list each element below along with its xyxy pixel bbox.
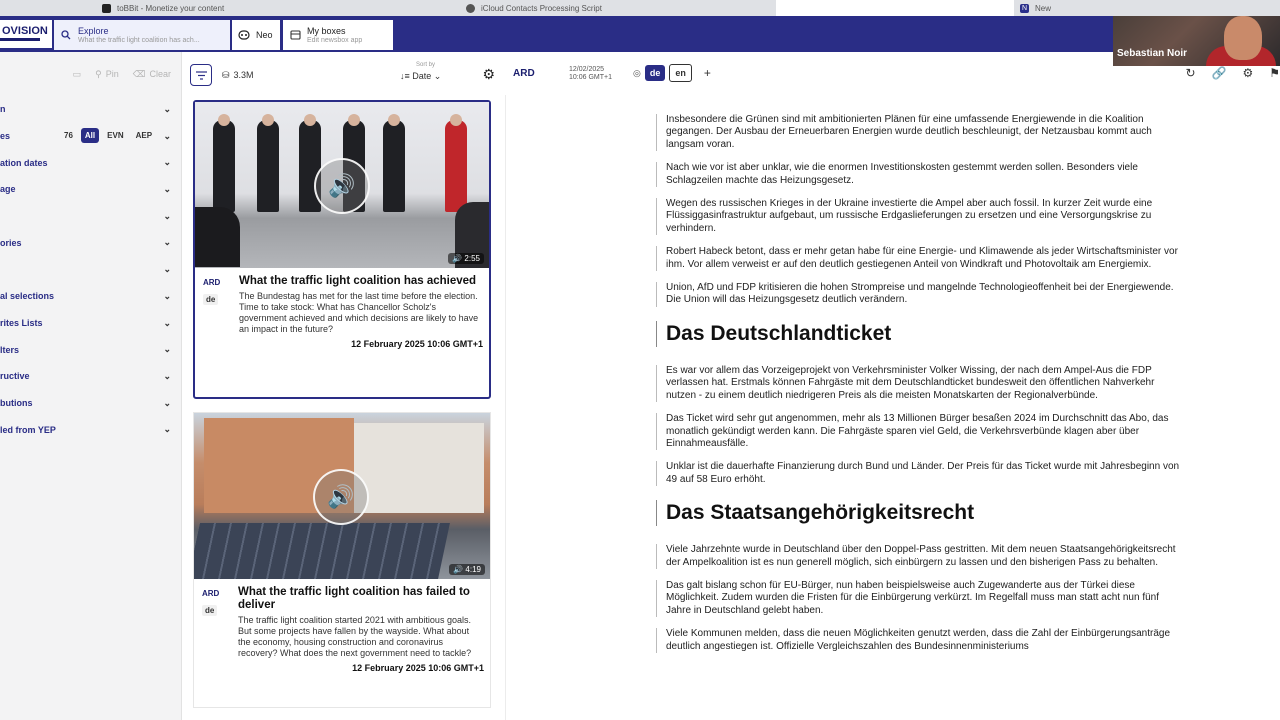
card-body bbox=[195, 268, 489, 349]
chevron-down-icon: ⌄ bbox=[163, 424, 171, 435]
filter-section-7[interactable] bbox=[0, 283, 181, 310]
filter-label: ructive bbox=[0, 371, 30, 382]
feed-card[interactable] bbox=[193, 412, 491, 708]
language-tag: de bbox=[202, 605, 217, 616]
copy-icon[interactable]: ▭ bbox=[72, 68, 82, 79]
audio-play-icon[interactable]: 🔊 bbox=[313, 469, 369, 525]
article-paragraph: Union, AfD und FDP kritisieren die hohen Strompreise und mangelnde Technologieoffenheit bei der Energiewende. Die Union will das Heizungsgesetz deutlich verändern. bbox=[656, 282, 1186, 307]
filter-section-0[interactable] bbox=[0, 96, 181, 123]
tab-my-boxes-title: My boxes bbox=[307, 25, 346, 36]
lang-en-button[interactable]: en bbox=[669, 64, 692, 82]
browser-tab-label: toBBit - Monetize your content bbox=[117, 3, 225, 13]
filter-section-2[interactable] bbox=[0, 149, 181, 176]
tab-my-boxes-subtitle: Edit newsbox app bbox=[307, 36, 363, 44]
article-toolbar bbox=[505, 62, 1280, 88]
source-chip-row bbox=[60, 128, 156, 143]
browser-tab-label: iCloud Contacts Processing Script bbox=[481, 3, 602, 13]
article-time-line: 10:06 GMT+1 bbox=[569, 74, 612, 81]
article-heading: Das Staatsangehörigkeitsrecht bbox=[656, 500, 1186, 526]
filter-label: rites Lists bbox=[0, 317, 43, 328]
filter-section-10[interactable] bbox=[0, 363, 181, 390]
app-logo[interactable] bbox=[0, 20, 52, 48]
lang-de-button[interactable]: de bbox=[645, 65, 666, 81]
pin-label: Pin bbox=[105, 69, 119, 79]
audio-play-icon[interactable]: 🔊 bbox=[314, 158, 370, 214]
language-tag: de bbox=[203, 294, 218, 305]
filter-sidebar bbox=[0, 52, 182, 720]
webcam-overlay bbox=[1113, 16, 1280, 66]
clear-label: Clear bbox=[149, 69, 171, 79]
flag-icon[interactable]: ⚑ bbox=[1269, 66, 1280, 80]
chevron-down-icon: ⌄ bbox=[163, 344, 171, 355]
search-icon bbox=[60, 29, 72, 41]
article-paragraph: Robert Habeck betont, dass er mehr getan habe für eine Energie- und Klimawende als jeder Wirtschaftsminister vor ihm. Vor allem verweist er auf den deutlich gestiegenen Anteil von Windkraft und Photovoltaik am Energiemix. bbox=[656, 246, 1186, 271]
webcam-name: Sebastian Noir bbox=[1117, 48, 1188, 59]
video-duration: 🔊 4:19 bbox=[449, 564, 485, 575]
feed-settings-button[interactable] bbox=[482, 66, 495, 83]
filter-section-5[interactable] bbox=[0, 229, 181, 256]
pin-icon: ⚲ bbox=[95, 68, 102, 79]
article-source-logo: ARD bbox=[513, 68, 535, 79]
result-count-value: 3.3M bbox=[233, 70, 254, 80]
chevron-down-icon: ⌄ bbox=[163, 184, 171, 195]
filter-section-4[interactable] bbox=[0, 203, 181, 230]
tab-my-boxes[interactable] bbox=[283, 20, 393, 50]
thumb-solar-panels bbox=[194, 523, 450, 579]
app-logo-text: OVISION bbox=[2, 25, 48, 37]
filter-label: al selections bbox=[0, 291, 55, 302]
add-language-button[interactable]: + bbox=[703, 66, 711, 80]
filter-icon bbox=[196, 71, 207, 80]
article-paragraph: Das Ticket wird sehr gut angenommen, mehr als 13 Millionen Bürger besaßen 2024 im Durchschnitt das Abo, das monatlich gekündigt werden kann. Die Fahrgäste sparen viel Geld, die Verkehrsverbünde klagen aber über Einnahmeausfälle. bbox=[656, 413, 1186, 450]
article-paragraph: Viele Jahrzehnte wurde in Deutschland über den Doppel-Pass gestritten. Mit dem neuen Staatsangehörigkeitsrecht der Ampelkoalition ist es nun generell möglich, sich einbürgern zu lassen und den bisherigen Pass zu behalten. bbox=[656, 544, 1186, 569]
thumb-building bbox=[354, 423, 484, 513]
filter-label: lters bbox=[0, 344, 20, 355]
chevron-down-icon: ⌄ bbox=[163, 290, 171, 301]
card-thumbnail[interactable] bbox=[194, 413, 490, 579]
github-favicon-icon bbox=[466, 4, 475, 13]
clear-icon: ⌫ bbox=[132, 68, 146, 79]
article-date-line: 12/02/2025 bbox=[569, 66, 605, 73]
tab-explore[interactable] bbox=[54, 20, 230, 50]
filter-label: led from YEP bbox=[0, 424, 56, 435]
card-title[interactable]: What the traffic light coalition has achieved bbox=[239, 275, 477, 287]
chevron-down-icon: ⌄ bbox=[163, 264, 171, 275]
chevron-down-icon: ⌄ bbox=[163, 210, 171, 221]
article-paragraph: Wegen des russischen Krieges in der Ukraine investierte die Ampel aber auch fossil. In kurzer Zeit wurde eine Flüssiggasinfrastruktur aufgebaut, um russische Erdgaslieferungen zu ersetzen und eine Versorgungskrise zu verhindern. bbox=[656, 198, 1186, 235]
tab-explore-title: Explore bbox=[78, 25, 109, 36]
chevron-down-icon: ⌄ bbox=[163, 157, 171, 168]
filter-label: butions bbox=[0, 397, 33, 408]
webcam-face bbox=[1224, 16, 1262, 60]
chevron-down-icon: ⌄ bbox=[163, 237, 171, 248]
app-header bbox=[0, 16, 1280, 59]
filter-label: ation dates bbox=[0, 157, 48, 168]
gear-icon: ⚙ bbox=[482, 66, 495, 82]
chevron-down-icon: ⌄ bbox=[163, 104, 171, 114]
tab-neo[interactable] bbox=[232, 20, 280, 50]
browser-tab-icloud[interactable] bbox=[460, 0, 776, 16]
result-count bbox=[222, 70, 254, 81]
filter-section-3[interactable] bbox=[0, 176, 181, 203]
tab-neo-title: Neo bbox=[256, 30, 273, 40]
source-logo: ARD bbox=[202, 589, 220, 598]
news-feed bbox=[190, 95, 496, 720]
article-paragraph: Insbesondere die Grünen sind mit ambitionierten Plänen für eine umfassende Energiewende in die Koalition gegangen. Der Ausbau der Erneuerbaren Energien wurde deutlich beschleunigt, der Netzausbau kommt auch langsam voran. bbox=[656, 114, 1186, 151]
logo-underline bbox=[0, 38, 40, 41]
refresh-icon[interactable]: ↻ bbox=[1185, 66, 1196, 80]
article-paragraph: Viele Kommunen melden, dass die neuen Möglichkeiten genutzt werden, dass die Zahl der Einbürgerungsanträge deutlich angestiegen ist. Offizielle Vergleichszahlen des Bundesinnenministeriums bbox=[656, 628, 1186, 653]
n-favicon-icon: N bbox=[1021, 4, 1028, 12]
video-duration: 🔊 2:55 bbox=[448, 253, 484, 264]
filter-section-6[interactable] bbox=[0, 256, 181, 283]
article-paragraph: Unklar ist die dauerhafte Finanzierung durch Bund und Länder. Der Preis für das Ticket wurde mit Jahresbeginn von 49 auf 58 Euro erhöht. bbox=[656, 461, 1186, 486]
article-actions bbox=[1185, 66, 1280, 80]
filter-section-9[interactable] bbox=[0, 336, 181, 363]
chevron-down-icon: ⌄ bbox=[163, 397, 171, 408]
article-paragraph: Es war vor allem das Vorzeigeprojekt von Verkehrsminister Volker Wissing, der nach dem Ampel-Aus die FDP verlassen hat. Erstmals können Fahrgäste mit dem Deutschlandticket bundesweit den öffentlichen Nahverkehr nutzen - zu einem deutlich niedrigeren Preis als die meisten Monatskarten der Regionalverbünde. bbox=[656, 365, 1186, 402]
clear-button[interactable] bbox=[133, 69, 171, 80]
source-chip-all[interactable]: All bbox=[81, 128, 99, 143]
card-date: 12 February 2025 10:06 GMT+1 bbox=[352, 663, 484, 673]
card-body bbox=[194, 579, 490, 673]
stack-icon: ⛁ bbox=[222, 69, 230, 80]
language-switcher bbox=[633, 64, 711, 82]
sort-value-text: Date bbox=[412, 71, 432, 81]
chevron-down-icon: ⌄ bbox=[163, 130, 171, 141]
source-logo: ARD bbox=[203, 278, 221, 287]
duration-value: 2:55 bbox=[464, 254, 480, 263]
tobbit-favicon-icon bbox=[102, 4, 111, 13]
thumb-figure bbox=[257, 120, 279, 212]
card-date: 12 February 2025 10:06 GMT+1 bbox=[351, 339, 483, 349]
article-heading: Das Deutschlandticket bbox=[656, 321, 1186, 347]
card-description: The Bundestag has met for the last time before the election. Time to take stock: What has Chancellor Scholz's government achieved and which decisions are likely to have an impact in the future? bbox=[239, 291, 479, 334]
tab-explore-subtitle: What the traffic light coalition has ach... bbox=[78, 36, 200, 44]
feed-card[interactable] bbox=[193, 100, 491, 399]
source-chip-76[interactable]: 76 bbox=[64, 130, 73, 140]
article-paragraph: Das galt bislang schon für EU-Bürger, nun haben beispielsweise auch Zugewanderte aus der Türkei diese Möglichkeit. Zudem wurden die Fristen für die Einbürgerung verkürzt. Im Regelfall muss man statt acht nun fünf Jahre in Deutschland gelebt haben. bbox=[656, 580, 1186, 617]
article-date bbox=[569, 66, 612, 82]
sort-value: ↓≡ Date ⌄ bbox=[400, 71, 442, 81]
browser-tab-active[interactable] bbox=[776, 0, 1014, 16]
duration-value: 4:19 bbox=[465, 565, 481, 574]
browser-tab-strip bbox=[0, 0, 1280, 16]
article-paragraph: Nach wie vor ist aber unklar, wie die enormen Investitionskosten gestemmt werden sollen. Besonders viele Schlagzeilen machte das Heizungsgesetz. bbox=[656, 162, 1186, 187]
filter-section-sources[interactable] bbox=[0, 123, 181, 150]
filter-label: es bbox=[0, 131, 11, 142]
link-icon[interactable]: 🔗 bbox=[1211, 66, 1227, 80]
filter-label: n bbox=[0, 104, 6, 115]
robot-icon bbox=[238, 29, 250, 41]
pin-button[interactable] bbox=[95, 69, 119, 80]
filter-section-11[interactable] bbox=[0, 390, 181, 417]
feed-toolbar bbox=[190, 62, 495, 88]
article-divider bbox=[505, 95, 506, 720]
card-description: The traffic light coalition started 2021 with ambitious goals. But some projects have fallen by the wayside. What about the economy, housing construction and coronavirus recovery? What does the next government need to tackle? bbox=[238, 615, 472, 658]
settings-icon[interactable]: ⚙ bbox=[1242, 66, 1254, 80]
thumb-figure bbox=[445, 120, 467, 212]
thumb-camera bbox=[195, 207, 240, 267]
card-title[interactable]: What the traffic light coalition has failed to deliver bbox=[238, 586, 470, 611]
sort-label: Sort by bbox=[416, 62, 436, 68]
thumb-figure bbox=[383, 120, 405, 212]
thumb-figure bbox=[213, 120, 235, 212]
sidebar-toolbar bbox=[0, 52, 181, 96]
card-thumbnail[interactable] bbox=[195, 102, 489, 268]
filter-toggle-button[interactable] bbox=[190, 64, 212, 86]
chevron-down-icon: ⌄ bbox=[163, 370, 171, 381]
source-chip-aep[interactable]: AEP bbox=[135, 130, 153, 140]
source-chip-evn[interactable]: EVN bbox=[107, 130, 124, 140]
browser-tab-new[interactable] bbox=[1014, 0, 1280, 16]
translate-icon: ◎ bbox=[633, 67, 641, 78]
chevron-down-icon: ⌄ bbox=[163, 317, 171, 328]
filter-label: age bbox=[0, 184, 16, 195]
browser-tab-tobbit[interactable] bbox=[0, 0, 460, 16]
browser-tab-label: New bbox=[1035, 3, 1052, 13]
article-body bbox=[656, 114, 1186, 664]
filter-section-12[interactable] bbox=[0, 416, 181, 443]
box-icon bbox=[289, 29, 301, 41]
filter-section-8[interactable] bbox=[0, 310, 181, 337]
filter-label: ories bbox=[0, 237, 22, 248]
